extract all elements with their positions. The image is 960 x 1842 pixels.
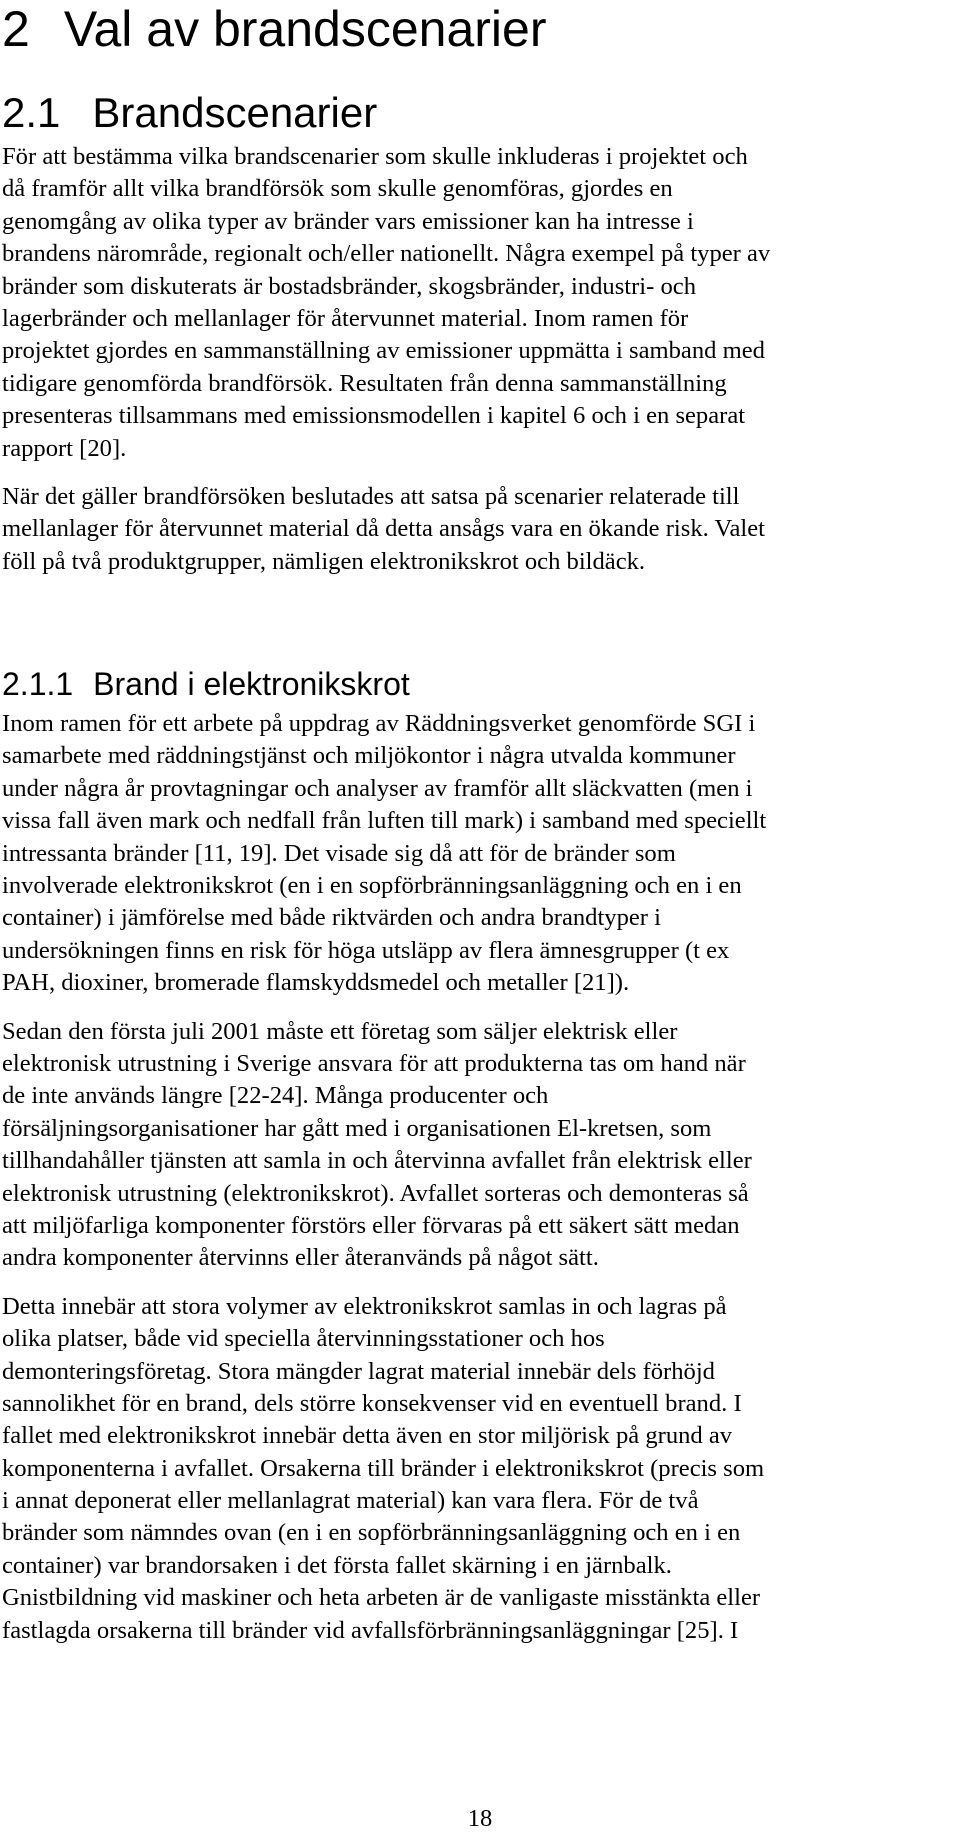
text-line: andra komponenter återvinns eller återanvänds på något sätt. xyxy=(2,1244,599,1272)
text-line: då framför allt vilka brandförsök som skulle genomföras, gjordes en xyxy=(2,175,673,203)
text-line: När det gäller brandförsöken beslutades att satsa på scenarier relaterade till xyxy=(2,482,740,510)
text-line: presenteras tillsammans med emissionsmodellen i kapitel 6 och i en separat xyxy=(2,402,746,430)
text-line: vissa fall även mark och nedfall från luften till mark) i samband med speciellt xyxy=(2,807,767,835)
subsection-title: Brand i elektronikskrot xyxy=(93,666,410,703)
text-line: bränder som diskuterats är bostadsbränder, skogsbränder, industri- och xyxy=(2,272,696,300)
section-heading xyxy=(2,90,960,136)
section-body xyxy=(2,141,960,578)
text-line: projektet gjordes en sammanställning av emissioner uppmätta i samband med xyxy=(2,337,765,365)
text-line: tidigare genomförda brandförsök. Resultaten från denna sammanställning xyxy=(2,369,727,397)
paragraph-subsection-2 xyxy=(2,1016,932,1275)
text-line: de inte används längre [22-24]. Många producenter och xyxy=(2,1082,549,1110)
subsection-number: 2.1.1 xyxy=(2,666,74,703)
paragraph-subsection-3 xyxy=(2,1291,932,1647)
text-line: brandens närområde, regionalt och/eller nationellt. Några exempel på typer av xyxy=(2,240,771,268)
text-line: PAH, dioxiner, bromerade flamskyddsmedel och metaller [21]). xyxy=(2,969,630,997)
text-line: bränder som nämndes ovan (en i en sopförbränningsanläggning och en i en xyxy=(2,1519,741,1547)
text-line: samarbete med räddningstjänst och miljökontor i några utvalda kommuner xyxy=(2,742,736,770)
text-line: försäljningsorganisationer har gått med i organisationen El-kretsen, som xyxy=(2,1114,712,1142)
text-line: undersökningen finns en risk för höga utsläpp av flera ämnesgrupper (t ex xyxy=(2,936,730,964)
paragraph-section-1 xyxy=(2,141,932,465)
text-line: i annat deponerat eller mellanlagrat material) kan vara flera. För de två xyxy=(2,1487,699,1515)
text-line: sannolikhet för en brand, dels större konsekvenser vid en eventuell brand. I xyxy=(2,1389,742,1417)
text-line: container) var brandorsaken i det första fallet skärning i en järnbalk. xyxy=(2,1551,672,1579)
text-line: Inom ramen för ett arbete på uppdrag av Räddningsverket genomförde SGI i xyxy=(2,710,756,738)
chapter-heading xyxy=(2,0,960,56)
text-line: genomgång av olika typer av bränder vars emissioner kan ha intresse i xyxy=(2,207,694,235)
text-line: olika platser, både vid speciella återvinningsstationer och hos xyxy=(2,1325,605,1353)
text-line: elektronisk utrustning i Sverige ansvara för att produkterna tas om hand när xyxy=(2,1049,746,1077)
text-line: Detta innebär att stora volymer av elektronikskrot samlas in och lagras på xyxy=(2,1292,727,1320)
text-line: under några år provtagningar och analyser av framför allt släckvatten (men i xyxy=(2,774,753,802)
text-line: involverade elektronikskrot (en i en sopförbränningsanläggning och en i en xyxy=(2,872,742,900)
chapter-number: 2 xyxy=(2,1,30,57)
text-line: elektronisk utrustning (elektronikskrot). Avfallet sorteras och demonteras så xyxy=(2,1179,749,1207)
text-line: demonteringsföretag. Stora mängder lagrat material innebär dels förhöjd xyxy=(2,1357,715,1385)
paragraph-section-2 xyxy=(2,481,932,578)
text-line: lagerbränder och mellanlager för återvunnet material. Inom ramen för xyxy=(2,304,689,332)
text-line: container) i jämförelse med både riktvärden och andra brandtyper i xyxy=(2,904,661,932)
subsection-body xyxy=(2,708,960,1647)
text-line: mellanlager för återvunnet material då detta ansågs vara en ökande risk. Valet xyxy=(2,515,765,543)
section-number: 2.1 xyxy=(2,89,61,136)
text-line: fallet med elektronikskrot innebär detta även en stor miljörisk på grund av xyxy=(2,1422,733,1450)
text-line: rapport [20]. xyxy=(2,434,127,462)
text-line: komponenterna i avfallet. Orsakerna till bränder i elektronikskrot (precis som xyxy=(2,1454,765,1482)
subsection-heading xyxy=(2,666,960,702)
text-line: att miljöfarliga komponenter förstörs eller förvaras på ett säkert sätt medan xyxy=(2,1211,740,1239)
text-line: Gnistbildning vid maskiner och heta arbeten är de vanligaste misstänkta eller xyxy=(2,1584,761,1612)
text-line: tillhandahåller tjänsten att samla in och återvinna avfallet från elektrisk eller xyxy=(2,1147,752,1175)
text-line: Sedan den första juli 2001 måste ett företag som säljer elektrisk eller xyxy=(2,1017,678,1045)
text-line: För att bestämma vilka brandscenarier som skulle inkluderas i projektet och xyxy=(2,143,748,170)
text-line: intressanta bränder [11, 19]. Det visade sig då att för de bränder som xyxy=(2,839,676,867)
text-line: föll på två produktgrupper, nämligen elektronikskrot och bildäck. xyxy=(2,547,646,575)
section-title: Brandscenarier xyxy=(92,89,378,136)
page-number: 18 xyxy=(467,1805,493,1832)
chapter-title: Val av brandscenarier xyxy=(63,1,547,57)
paragraph-subsection-1 xyxy=(2,708,932,1000)
text-line: fastlagda orsakerna till bränder vid avfallsförbränningsanläggningar [25]. I xyxy=(2,1616,739,1644)
